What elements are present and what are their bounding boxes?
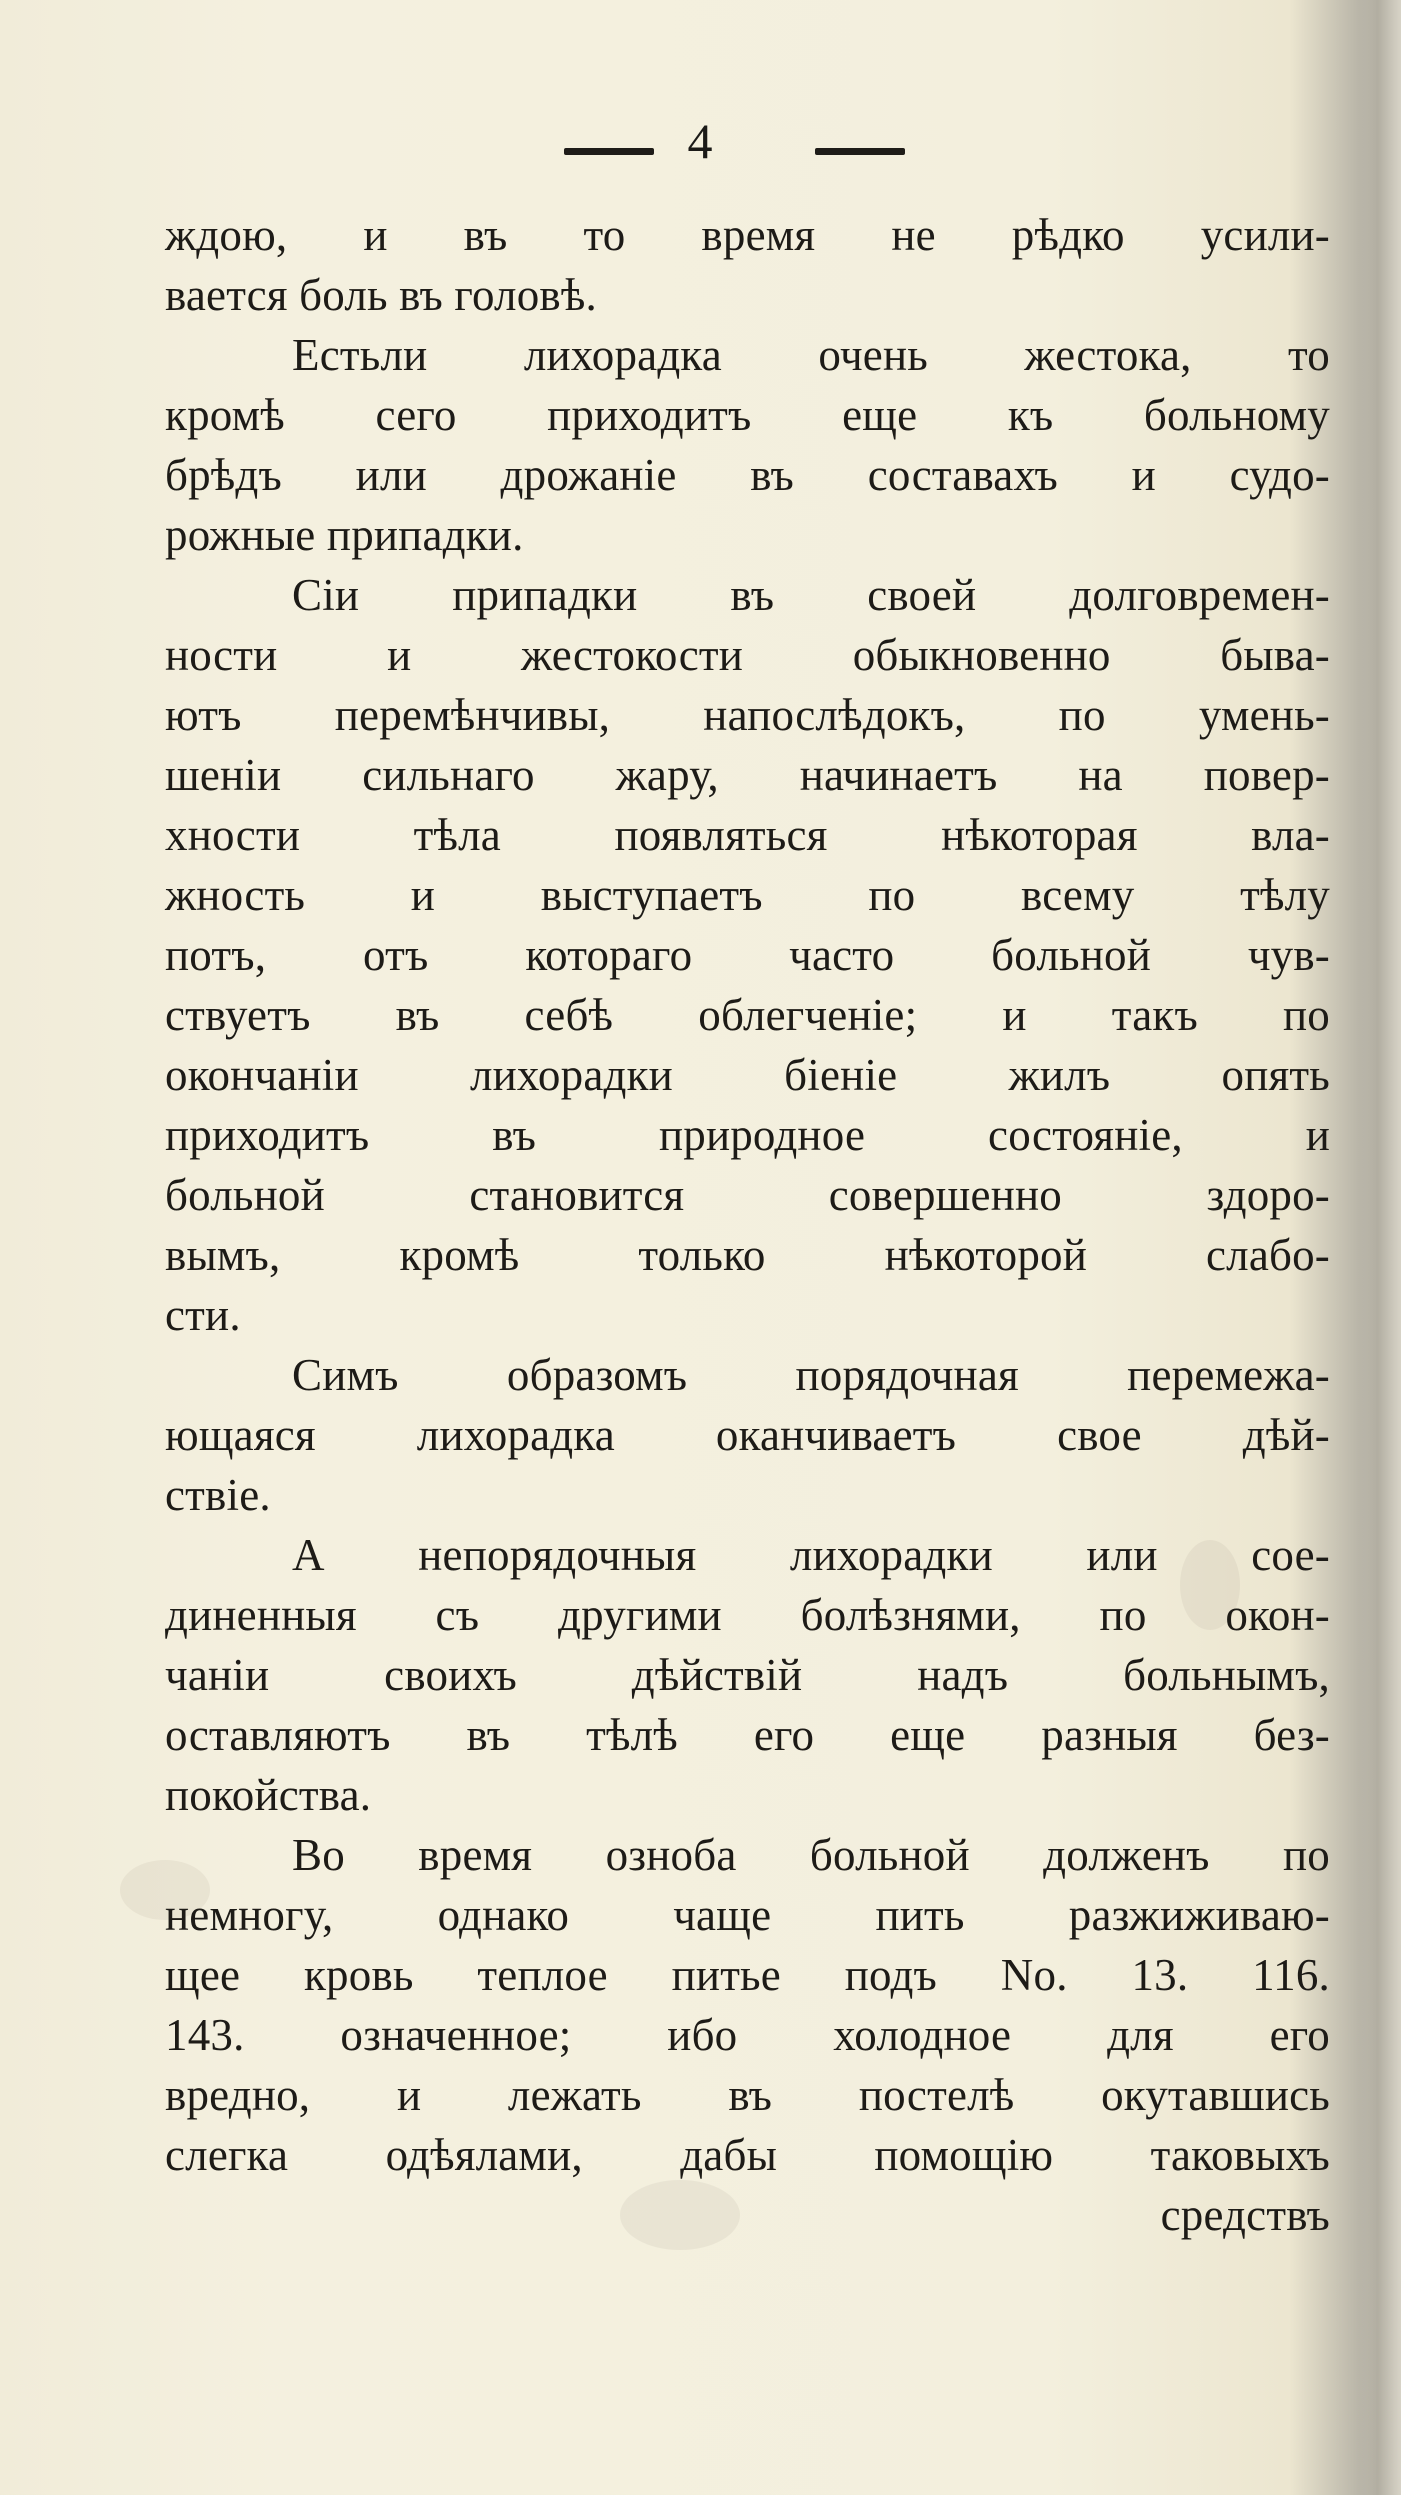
text-line: рожные припадки. (165, 510, 524, 560)
text-line: ющаяся лихорадка оканчиваетъ свое дѣй- (165, 1410, 1330, 1460)
text-line: шеніи сильнаго жару, начинаетъ на повер- (165, 750, 1330, 800)
text-line: диненныя съ другими болѣзнями, по окон- (165, 1590, 1330, 1640)
text-line: потъ, отъ котораго часто больной чув- (165, 930, 1330, 980)
text-line: жность и выступаетъ по всему тѣлу (165, 870, 1330, 920)
paragraph-start-line: Симъ образомъ порядочная перемежа- (292, 1350, 1330, 1400)
text-line: 143. означенное; ибо холодное для его (165, 2010, 1330, 2060)
page-header (0, 113, 1401, 188)
text-line: брѣдъ или дрожаніе въ составахъ и судо- (165, 450, 1330, 500)
paragraph-start-line: А непорядочныя лихорадки или сое- (292, 1530, 1330, 1580)
text-line: вымъ, кромѣ только нѣкоторой слабо- (165, 1230, 1330, 1280)
page-gutter-shadow (1359, 0, 1401, 2495)
text-line: кромѣ сего приходитъ еще къ больному (165, 390, 1330, 440)
text-line: ствіе. (165, 1470, 271, 1520)
text-line: вается боль въ головѣ. (165, 270, 597, 320)
text-line: приходитъ въ природное состояніе, и (165, 1110, 1330, 1160)
paragraph-start-line: Естьли лихорадка очень жестока, то (292, 330, 1330, 380)
text-line: ждою, и въ то время не рѣдко усили- (165, 210, 1330, 260)
text-line: покойства. (165, 1770, 372, 1820)
header-left-dash (564, 148, 654, 155)
text-line: оставляютъ въ тѣлѣ его еще разныя без- (165, 1710, 1330, 1760)
text-line: чаніи своихъ дѣйствій надъ больнымъ, (165, 1650, 1330, 1700)
catchword: средствъ (1160, 2190, 1330, 2240)
text-line: сти. (165, 1290, 241, 1340)
text-line: больной становится совершенно здоро- (165, 1170, 1330, 1220)
text-line: немногу, однако чаще пить разжиживаю- (165, 1890, 1330, 1940)
header-right-dash (815, 148, 905, 155)
text-line: ствуетъ въ себѣ облегченіе; и такъ по (165, 990, 1330, 1040)
text-line: хности тѣла появляться нѣкоторая вла- (165, 810, 1330, 860)
text-line: вредно, и лежать въ постелѣ окутавшись (165, 2070, 1330, 2120)
page-number: 4 (687, 113, 713, 169)
body-text (165, 205, 1330, 2245)
text-line: ютъ перемѣнчивы, напослѣдокъ, по умень- (165, 690, 1330, 740)
text-line: слегка одѣялами, дабы помощію таковыхъ (165, 2130, 1330, 2180)
paragraph-start-line: Сіи припадки въ своей долговремен- (292, 570, 1330, 620)
text-line: щее кровь теплое питье подъ No. 13. 116. (165, 1950, 1330, 2000)
paragraph-start-line: Во время озноба больной долженъ по (292, 1830, 1330, 1880)
text-line: ности и жестокости обыкновенно быва- (165, 630, 1330, 680)
text-line: окончаніи лихорадки біеніе жилъ опять (165, 1050, 1330, 1100)
